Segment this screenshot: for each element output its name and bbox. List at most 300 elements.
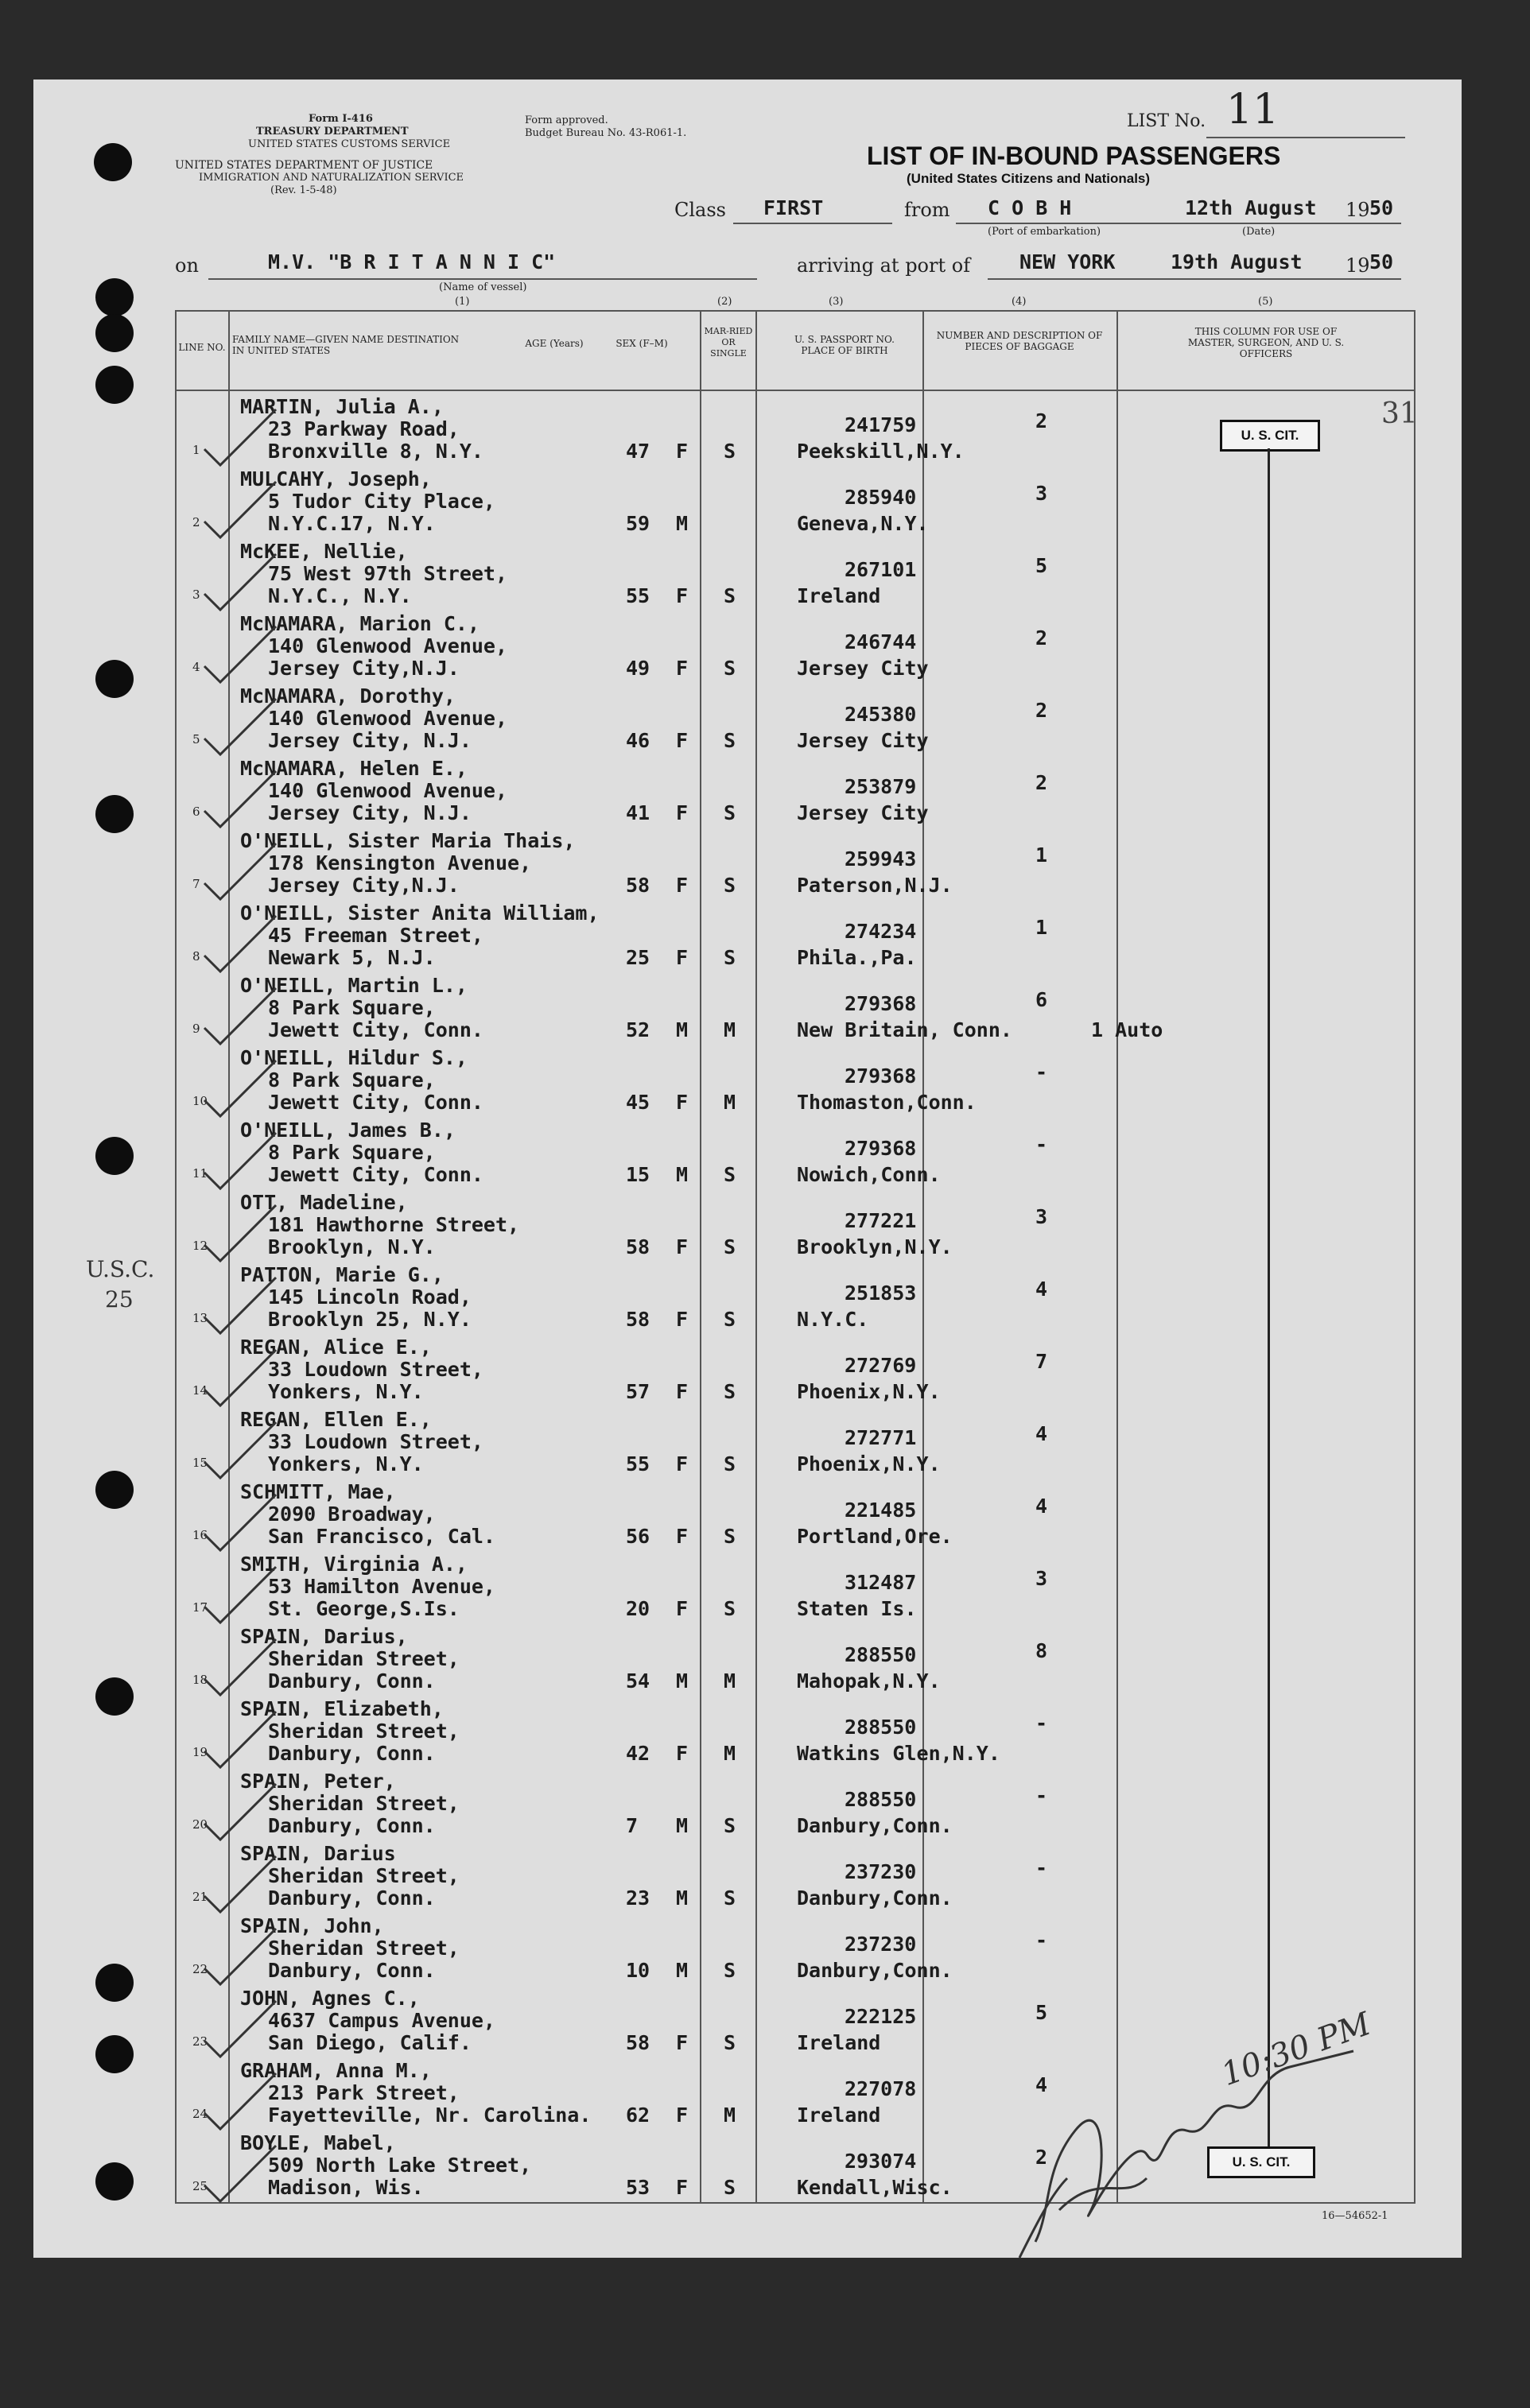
passport-number: 221485 [845, 1499, 917, 1522]
passport-number: 288550 [845, 1716, 917, 1739]
passport-number: 241759 [845, 413, 917, 436]
marital-status: M [724, 1091, 736, 1114]
doj-label: UNITED STATES DEPARTMENT OF JUSTICE [175, 159, 433, 172]
address-line: 23 Parkway Road, [268, 417, 460, 440]
birth-place: Ireland [797, 2031, 881, 2054]
line-number: 5 [192, 732, 200, 746]
check-mark-icon [196, 546, 284, 618]
line-number: 7 [192, 877, 200, 891]
col-header-officers: THIS COLUMN FOR USE OF MASTER, SURGEON, AND U. S. OFFICERS [1187, 326, 1345, 359]
col-header-baggage: NUMBER AND DESCRIPTION OF PIECES OF BAGGAGE [936, 330, 1103, 352]
punch-hole [95, 2162, 134, 2201]
age-value: 58 [626, 2031, 650, 2054]
col-header-age: AGE (Years) [525, 338, 584, 349]
check-mark-icon [196, 1342, 284, 1413]
marital-status: S [724, 1886, 736, 1910]
check-mark-icon [196, 1921, 284, 1992]
passport-number: 274234 [845, 920, 917, 943]
line-number: 17 [192, 1600, 208, 1615]
birth-place: Watkins Glen,N.Y. [797, 1742, 1000, 1765]
check-mark-icon [196, 1270, 284, 1341]
marital-status: S [724, 657, 736, 680]
punch-hole [95, 278, 134, 316]
birth-place: Phoenix,N.Y. [797, 1452, 941, 1475]
baggage-count: 3 [1035, 482, 1048, 505]
age-value: 56 [626, 1525, 650, 1548]
sex-value: F [676, 1380, 689, 1403]
punch-hole [94, 143, 132, 181]
destination-line: Jewett City, Conn. [268, 1163, 483, 1186]
col-num-3: (3) [829, 296, 844, 308]
sex-value: M [676, 512, 689, 535]
check-mark-icon [196, 763, 284, 835]
address-line: 33 Loudown Street, [268, 1358, 483, 1381]
age-value: 20 [626, 1597, 650, 1620]
address-line: Sheridan Street, [268, 1720, 460, 1743]
check-mark-icon [196, 1125, 284, 1196]
col-num-2: (2) [717, 296, 732, 308]
manifest-page [33, 79, 1462, 2258]
sex-value: F [676, 801, 689, 824]
baggage-count: 7 [1035, 1350, 1048, 1373]
passport-number: 237230 [845, 1860, 917, 1883]
col-num-5: (5) [1258, 296, 1273, 308]
col-header-passport: U. S. PASSPORT NO. PLACE OF BIRTH [794, 334, 895, 356]
age-value: 7 [626, 1814, 639, 1837]
age-value: 55 [626, 1452, 650, 1475]
destination-line: Yonkers, N.Y. [268, 1452, 424, 1475]
check-mark-icon [196, 1993, 284, 2065]
destination-line: N.Y.C., N.Y. [268, 584, 412, 607]
marital-status: M [724, 1742, 736, 1765]
sex-value: F [676, 1235, 689, 1258]
check-mark-icon [196, 1776, 284, 1848]
passenger-name: OTT, Madeline, [240, 1191, 408, 1214]
line-number: 6 [192, 805, 200, 819]
birth-place: Jersey City [797, 801, 929, 824]
passport-number: 285940 [845, 486, 917, 509]
birth-place: Geneva,N.Y. [797, 512, 929, 535]
punch-hole [95, 1137, 134, 1175]
baggage-count: 5 [1035, 2001, 1048, 2024]
departure-date: 12th August [1185, 196, 1317, 219]
margin-note-usc: U.S.C. [86, 1256, 155, 1282]
marital-status: S [724, 1525, 736, 1548]
passenger-name: SPAIN, Darius [240, 1842, 396, 1865]
baggage-count: 4 [1035, 1495, 1048, 1518]
passenger-name: McNAMARA, Helen E., [240, 757, 468, 780]
check-mark-icon [196, 1704, 284, 1775]
baggage-count: 2 [1035, 409, 1048, 432]
age-value: 58 [626, 874, 650, 897]
baggage-count: - [1035, 1061, 1048, 1084]
line-number: 11 [192, 1166, 208, 1181]
birth-place: Phoenix,N.Y. [797, 1380, 941, 1403]
age-value: 53 [626, 2176, 650, 2199]
line-number: 13 [192, 1311, 208, 1325]
punch-hole [95, 1964, 134, 2002]
address-line: 33 Loudown Street, [268, 1430, 483, 1453]
address-line: 53 Hamilton Avenue, [268, 1575, 495, 1598]
arrival-year: 50 [1369, 250, 1394, 273]
class-value: FIRST [763, 196, 824, 219]
destination-line: San Francisco, Cal. [268, 1525, 495, 1548]
passenger-name: SPAIN, John, [240, 1914, 384, 1937]
passenger-name: McNAMARA, Dorothy, [240, 684, 456, 708]
marital-status: M [724, 1018, 736, 1041]
destination-line: N.Y.C.17, N.Y. [268, 512, 436, 535]
age-value: 45 [626, 1091, 650, 1114]
marital-status: S [724, 801, 736, 824]
destination-line: Newark 5, N.J. [268, 946, 436, 969]
check-mark-icon [196, 2138, 284, 2209]
sex-value: F [676, 874, 689, 897]
passport-number: 267101 [845, 558, 917, 581]
address-line: 4637 Campus Avenue, [268, 2009, 495, 2032]
address-line: Sheridan Street, [268, 1792, 460, 1815]
birth-place: Mahopak,N.Y. [797, 1669, 941, 1693]
punch-hole [95, 366, 134, 404]
age-value: 41 [626, 801, 650, 824]
baggage-count: 5 [1035, 554, 1048, 577]
passport-number: 277221 [845, 1209, 917, 1232]
baggage-count: 4 [1035, 1422, 1048, 1445]
passenger-name: REGAN, Ellen E., [240, 1408, 432, 1431]
punch-hole [95, 660, 134, 698]
passport-number: 237230 [845, 1933, 917, 1956]
birth-place: Brooklyn,N.Y. [797, 1235, 953, 1258]
address-line: 140 Glenwood Avenue, [268, 707, 508, 730]
citizen-bracket-line [1268, 448, 1270, 2166]
address-line: 178 Kensington Avenue, [268, 851, 532, 874]
age-value: 58 [626, 1308, 650, 1331]
age-value: 54 [626, 1669, 650, 1693]
destination-line: Madison, Wis. [268, 2176, 424, 2199]
passenger-name: SMITH, Virginia A., [240, 1553, 468, 1576]
sex-value: F [676, 2176, 689, 2199]
line-number: 16 [192, 1528, 208, 1542]
address-line: 2090 Broadway, [268, 1503, 436, 1526]
line-number: 22 [192, 1962, 208, 1976]
passenger-name: McNAMARA, Marion C., [240, 612, 480, 635]
check-mark-icon [196, 1414, 284, 1486]
col-header-line-no: LINE NO. [178, 342, 226, 353]
list-no-label: LIST No. [1127, 111, 1206, 131]
marital-status: S [724, 2031, 736, 2054]
line-number: 9 [192, 1022, 200, 1036]
birth-place: Peekskill,N.Y. [797, 440, 965, 463]
address-line: 45 Freeman Street, [268, 924, 483, 947]
baggage-count: - [1035, 1856, 1048, 1879]
check-mark-icon [196, 1197, 284, 1269]
passenger-name: O'NEILL, Hildur S., [240, 1046, 468, 1069]
check-mark-icon [196, 2065, 284, 2137]
arriving-label: arriving at port of [797, 254, 971, 277]
sex-value: F [676, 1597, 689, 1620]
page-subtitle: (United States Citizens and Nationals) [907, 171, 1151, 186]
baggage-count: - [1035, 1784, 1048, 1807]
age-value: 57 [626, 1380, 650, 1403]
line-number: 15 [192, 1456, 208, 1470]
marital-status: S [724, 2176, 736, 2199]
destination-line: Danbury, Conn. [268, 1959, 436, 1982]
date-caption: (Date) [1242, 226, 1276, 238]
passenger-name: MULCAHY, Joseph, [240, 467, 432, 491]
birth-place: Danbury,Conn. [797, 1959, 953, 1982]
destination-line: St. George,S.Is. [268, 1597, 460, 1620]
passport-number: 272769 [845, 1354, 917, 1377]
marital-status: M [724, 2104, 736, 2127]
passport-number: 246744 [845, 630, 917, 653]
col-header-name: FAMILY NAME—GIVEN NAME DESTINATION IN UNITED STATES [232, 334, 460, 356]
age-value: 10 [626, 1959, 650, 1982]
officer-signature [988, 1972, 1385, 2274]
vessel-caption: (Name of vessel) [439, 281, 527, 293]
baggage-count: - [1035, 1929, 1048, 1952]
corner-number: 31 [1381, 397, 1418, 430]
sex-value: F [676, 657, 689, 680]
address-line: 75 West 97th Street, [268, 562, 508, 585]
list-no-value: 11 [1226, 86, 1280, 134]
destination-line: Brooklyn, N.Y. [268, 1235, 436, 1258]
line-number: 2 [192, 515, 200, 529]
arrival-date: 19th August [1171, 250, 1303, 273]
age-value: 46 [626, 729, 650, 752]
birth-place: Ireland [797, 2104, 881, 2127]
baggage-count: 4 [1035, 2073, 1048, 2096]
passenger-name: O'NEILL, Sister Anita William, [240, 902, 600, 925]
passport-number: 222125 [845, 2005, 917, 2028]
address-line: 509 North Lake Street, [268, 2154, 532, 2177]
address-line: 5 Tudor City Place, [268, 490, 495, 513]
birth-place: Nowich,Conn. [797, 1163, 941, 1186]
sex-value: F [676, 1742, 689, 1765]
embarkation-port: C O B H [988, 196, 1072, 219]
baggage-count: - [1035, 1712, 1048, 1735]
age-value: 47 [626, 440, 650, 463]
line-number: 1 [192, 443, 200, 457]
year-prefix: 19 [1346, 199, 1370, 221]
destination-line: Yonkers, N.Y. [268, 1380, 424, 1403]
destination-line: Danbury, Conn. [268, 1669, 436, 1693]
sex-value: F [676, 946, 689, 969]
birth-place: Phila.,Pa. [797, 946, 917, 969]
baggage-count: 1 [1035, 916, 1048, 939]
age-value: 62 [626, 2104, 650, 2127]
baggage-count: 4 [1035, 1278, 1048, 1301]
check-mark-icon [196, 1559, 284, 1631]
address-line: 8 Park Square, [268, 1068, 436, 1092]
baggage-count: 8 [1035, 1639, 1048, 1662]
baggage-count: 2 [1035, 699, 1048, 722]
sex-value: M [676, 1886, 689, 1910]
signature-time: 10:30 PM [1217, 2005, 1376, 2094]
age-value: 42 [626, 1742, 650, 1765]
destination-line: Jewett City, Conn. [268, 1018, 483, 1041]
address-line: 140 Glenwood Avenue, [268, 779, 508, 802]
baggage-count: 3 [1035, 1567, 1048, 1590]
sex-value: F [676, 2104, 689, 2127]
birth-place: Paterson,N.J. [797, 874, 953, 897]
sex-value: F [676, 1452, 689, 1475]
sex-value: M [676, 1018, 689, 1041]
budget-label: Budget Bureau No. 43-R061-1. [525, 127, 687, 139]
marital-status: S [724, 729, 736, 752]
departure-year: 50 [1369, 196, 1394, 219]
from-label: from [904, 199, 950, 221]
sex-value: M [676, 1959, 689, 1982]
marital-status: S [724, 1380, 736, 1403]
baggage-count: 2 [1035, 771, 1048, 794]
line-number: 8 [192, 949, 200, 964]
passport-number: 272771 [845, 1426, 917, 1449]
col-header-married: MAR-RIED OR SINGLE [704, 326, 753, 359]
address-line: 8 Park Square, [268, 1141, 436, 1164]
line-number: 3 [192, 587, 200, 602]
form-number: Form I-416 [309, 113, 373, 125]
on-label: on [175, 254, 199, 277]
sex-value: M [676, 1669, 689, 1693]
address-line: 181 Hawthorne Street, [268, 1213, 520, 1236]
line-number: 12 [192, 1239, 208, 1253]
check-mark-icon [196, 474, 284, 545]
marital-status: S [724, 1452, 736, 1475]
vessel-name: M.V. "B R I T A N N I C" [268, 250, 556, 273]
col-header-sex: SEX (F–M) [615, 338, 668, 349]
address-line: Sheridan Street, [268, 1647, 460, 1670]
birth-place: Danbury,Conn. [797, 1886, 953, 1910]
destination-line: Danbury, Conn. [268, 1742, 436, 1765]
age-value: 58 [626, 1235, 650, 1258]
margin-note-count: 25 [105, 1286, 134, 1313]
line-number: 4 [192, 660, 200, 674]
destination-line: Jersey City, N.J. [268, 801, 472, 824]
marital-status: S [724, 1308, 736, 1331]
passport-number: 245380 [845, 703, 917, 726]
sex-value: M [676, 1163, 689, 1186]
passenger-name: O'NEILL, Martin L., [240, 974, 468, 997]
check-mark-icon [196, 1487, 284, 1558]
check-mark-icon [196, 980, 284, 1052]
birth-place: Jersey City [797, 729, 929, 752]
destination-line: Jersey City, N.J. [268, 729, 472, 752]
passport-number: 288550 [845, 1788, 917, 1811]
address-line: 145 Lincoln Road, [268, 1285, 472, 1309]
baggage-count: 3 [1035, 1205, 1048, 1228]
arrival-year-prefix: 19 [1346, 254, 1370, 277]
passport-number: 259943 [845, 847, 917, 871]
birth-place: Staten Is. [797, 1597, 917, 1620]
birth-place: Portland,Ore. [797, 1525, 953, 1548]
check-mark-icon [196, 1631, 284, 1703]
punch-hole [95, 1471, 134, 1509]
treasury-label: TREASURY DEPARTMENT [256, 126, 409, 138]
destination-line: Jersey City,N.J. [268, 874, 460, 897]
passport-number: 288550 [845, 1643, 917, 1666]
baggage-count: 2 [1035, 2146, 1048, 2169]
passport-number: 251853 [845, 1282, 917, 1305]
ins-label: IMMIGRATION AND NATURALIZATION SERVICE [199, 172, 464, 184]
check-mark-icon [196, 908, 284, 979]
sex-value: F [676, 584, 689, 607]
check-mark-icon [196, 618, 284, 690]
us-citizen-stamp-top: U. S. CIT. [1220, 420, 1320, 452]
line-number: 14 [192, 1383, 208, 1398]
check-mark-icon [196, 836, 284, 907]
sex-value: F [676, 1091, 689, 1114]
baggage-count: 1 [1035, 843, 1048, 867]
page-title: LIST OF IN-BOUND PASSENGERS [867, 142, 1281, 170]
marital-status: M [724, 1669, 736, 1693]
us-citizen-stamp-bottom: U. S. CIT. [1207, 2146, 1315, 2178]
address-line: 213 Park Street, [268, 2081, 460, 2104]
age-value: 55 [626, 584, 650, 607]
line-number: 24 [192, 2107, 208, 2121]
destination-line: Jersey City,N.J. [268, 657, 460, 680]
sex-value: F [676, 1525, 689, 1548]
passport-number: 279368 [845, 1137, 917, 1160]
arrival-port: NEW YORK [1019, 250, 1116, 273]
age-value: 15 [626, 1163, 650, 1186]
passenger-name: REGAN, Alice E., [240, 1336, 432, 1359]
passport-number: 279368 [845, 992, 917, 1015]
sex-value: F [676, 1308, 689, 1331]
destination-line: Fayetteville, Nr. Carolina. [268, 2104, 592, 2127]
line-number: 21 [192, 1890, 208, 1904]
footer-code: 16—54652-1 [1322, 2210, 1388, 2222]
passenger-name: SPAIN, Darius, [240, 1625, 408, 1648]
passenger-name: O'NEILL, Sister Maria Thais, [240, 829, 576, 852]
birth-place: N.Y.C. [797, 1308, 869, 1331]
punch-hole [95, 314, 134, 352]
line-number: 10 [192, 1094, 208, 1108]
passenger-name: McKEE, Nellie, [240, 540, 408, 563]
age-value: 52 [626, 1018, 650, 1041]
rev-label: (Rev. 1-5-48) [270, 184, 337, 196]
baggage-count: 6 [1035, 988, 1048, 1011]
sex-value: F [676, 2031, 689, 2054]
baggage-count: - [1035, 1133, 1048, 1156]
passport-number: 227078 [845, 2077, 917, 2100]
age-value: 59 [626, 512, 650, 535]
baggage-extra: 1 Auto [1091, 1018, 1163, 1041]
class-label: Class [674, 199, 726, 221]
birth-place: New Britain, Conn. [797, 1018, 1012, 1041]
marital-status: S [724, 1163, 736, 1186]
birth-place: Jersey City [797, 657, 929, 680]
passenger-name: SCHMITT, Mae, [240, 1480, 396, 1503]
marital-status: S [724, 946, 736, 969]
marital-status: S [724, 1235, 736, 1258]
passenger-name: MARTIN, Julia A., [240, 395, 444, 418]
address-line: Sheridan Street, [268, 1864, 460, 1887]
customs-label: UNITED STATES CUSTOMS SERVICE [248, 138, 451, 150]
line-number: 23 [192, 2034, 208, 2049]
destination-line: Brooklyn 25, N.Y. [268, 1308, 472, 1331]
marital-status: S [724, 1959, 736, 1982]
baggage-count: 2 [1035, 626, 1048, 650]
destination-line: Danbury, Conn. [268, 1814, 436, 1837]
embarkation-caption: (Port of embarkation) [988, 226, 1101, 238]
sex-value: M [676, 1814, 689, 1837]
passport-number: 312487 [845, 1571, 917, 1594]
birth-place: Danbury,Conn. [797, 1814, 953, 1837]
birth-place: Kendall,Wisc. [797, 2176, 953, 2199]
destination-line: Danbury, Conn. [268, 1886, 436, 1910]
passport-number: 293074 [845, 2150, 917, 2173]
punch-hole [95, 795, 134, 833]
col-num-4: (4) [1012, 296, 1027, 308]
